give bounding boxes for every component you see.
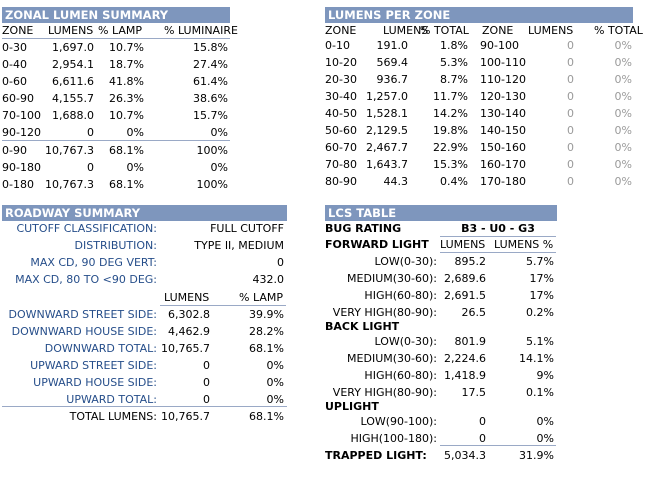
zonal-zone-label: 0-180 [2,178,34,191]
per-zone-cell: 1,257.0 [366,90,408,103]
per-zone-zone-label: 120-130 [480,90,526,103]
per-zone-zone-label: 130-140 [480,107,526,120]
per-zone-cell: 0 [567,124,574,137]
back-light-row-label: MEDIUM(30-60): [347,352,437,365]
roadway-row-pct: 0% [266,376,284,389]
roadway-row-lumens: 0 [203,393,210,406]
per-zone-col-header: % TOTAL [594,24,643,37]
forward-light-row-pct: 5.7% [526,255,554,268]
zonal-cell: 27.4% [193,58,228,71]
back-light-row-label: LOW(0-30): [374,335,437,348]
per-zone-cell: 0.4% [440,175,468,188]
per-zone-cell: 0 [567,39,574,52]
lcs-table-header: LCS TABLE [325,205,557,221]
zonal-zone-label: 0-40 [2,58,27,71]
bug-rating-value: B3 - U0 - G3 [461,222,535,235]
trapped-light-label: TRAPPED LIGHT: [325,449,427,462]
per-zone-cell: 0 [567,107,574,120]
zonal-cell: 0% [210,126,228,139]
per-zone-zone-label: 50-60 [325,124,357,137]
roadway-info-label: DISTRIBUTION: [74,239,157,252]
per-zone-cell: 44.3 [383,175,408,188]
lcs-col-header: LUMENS % [494,238,554,251]
per-zone-cell: 15.3% [433,158,468,171]
zonal-zone-label: 0-30 [2,41,27,54]
roadway-row-lumens: 0 [203,359,210,372]
zonal-cell: 61.4% [193,75,228,88]
trapped-divider [440,445,556,446]
zonal-cell: 100% [196,144,228,157]
roadway-summary-header: ROADWAY SUMMARY [2,205,287,221]
per-zone-col-header: LUMENS [383,24,429,37]
zonal-zone-label: 70-100 [2,109,41,122]
zonal-cell: 10,767.3 [45,178,94,191]
back-light-row-pct: 9% [536,369,554,382]
roadway-info-value: FULL CUTOFF [210,222,284,235]
forward-light-row-lumens: 26.5 [461,306,486,319]
per-zone-zone-label: 110-120 [480,73,526,86]
zonal-cell: 26.3% [109,92,144,105]
per-zone-zone-label: 100-110 [480,56,526,69]
per-zone-cell: 0 [567,90,574,103]
back-light-row-lumens: 2,224.6 [444,352,486,365]
per-zone-cell: 0% [614,158,632,171]
lumens-per-zone-header: LUMENS PER ZONE [325,7,633,23]
forward-light-row-lumens: 2,691.5 [444,289,486,302]
zonal-cell: 68.1% [109,144,144,157]
zonal-cell: 0% [126,126,144,139]
zonal-cell: 6,611.6 [52,75,94,88]
roadway-row-pct: 28.2% [249,325,284,338]
per-zone-col-header: ZONE [325,24,357,37]
roadway-info-label: CUTOFF CLASSIFICATION: [16,222,157,235]
per-zone-cell: 191.0 [376,39,408,52]
roadway-row-pct: 0% [266,393,284,406]
zonal-col-header: LUMENS [48,24,94,37]
uplight-row-lumens: 0 [479,415,486,428]
zonal-cell: 10.7% [109,109,144,122]
per-zone-cell: 0% [614,107,632,120]
per-zone-cell: 19.8% [433,124,468,137]
zonal-cell: 1,697.0 [52,41,94,54]
per-zone-zone-label: 140-150 [480,124,526,137]
per-zone-zone-label: 150-160 [480,141,526,154]
forward-light-row-label: HIGH(60-80): [364,289,437,302]
back-light-row-pct: 0.1% [526,386,554,399]
zonal-cell: 0% [210,161,228,174]
back-light-row-label: HIGH(60-80): [364,369,437,382]
roadway-row-lumens: 0 [203,376,210,389]
zonal-cell: 4,155.7 [52,92,94,105]
per-zone-zone-label: 70-80 [325,158,357,171]
zonal-zone-label: 60-90 [2,92,34,105]
zonal-cell: 18.7% [109,58,144,71]
forward-light-label: FORWARD LIGHT [325,238,429,251]
roadway-row-label: DOWNWARD TOTAL: [44,342,157,355]
roadway-row-pct: 0% [266,359,284,372]
roadway-row-label: DOWNWARD STREET SIDE: [8,308,157,321]
per-zone-zone-label: 90-100 [480,39,519,52]
per-zone-zone-label: 10-20 [325,56,357,69]
zonal-summary-header: ZONAL LUMEN SUMMARY [2,7,230,23]
per-zone-zone-label: 160-170 [480,158,526,171]
roadway-total-label: TOTAL LUMENS: [69,410,157,423]
roadway-info-label: MAX CD, 90 DEG VERT: [30,256,157,269]
per-zone-col-header: LUMENS [528,24,574,37]
per-zone-cell: 5.3% [440,56,468,69]
roadway-row-label: UPWARD TOTAL: [66,393,157,406]
zonal-cell: 2,954.1 [52,58,94,71]
roadway-total-pct: 68.1% [249,410,284,423]
forward-light-row-pct: 17% [529,289,554,302]
zonal-cell: 1,688.0 [52,109,94,122]
per-zone-cell: 0% [614,124,632,137]
per-zone-cell: 0% [614,90,632,103]
per-zone-zone-label: 30-40 [325,90,357,103]
bug-rating-label: BUG RATING [325,222,402,235]
per-zone-cell: 14.2% [433,107,468,120]
zonal-cell: 0% [126,161,144,174]
roadway-col-header: % LAMP [239,291,283,304]
back-light-row-pct: 14.1% [519,352,554,365]
zonal-zone-label: 90-180 [2,161,41,174]
roadway-info-value: 0 [277,256,284,269]
zonal-col-header: % LAMP [98,24,142,37]
uplight-row-lumens: 0 [479,432,486,445]
zonal-zone-label: 0-60 [2,75,27,88]
roadway-row-lumens: 10,765.7 [161,342,210,355]
zonal-cell: 38.6% [193,92,228,105]
per-zone-col-header: % TOTAL [420,24,469,37]
roadway-row-lumens: 6,302.8 [168,308,210,321]
per-zone-cell: 2,129.5 [366,124,408,137]
per-zone-cell: 8.7% [440,73,468,86]
uplight-label: UPLIGHT [325,400,379,413]
roadway-row-label: UPWARD HOUSE SIDE: [33,376,157,389]
roadway-row-pct: 68.1% [249,342,284,355]
forward-light-row-label: MEDIUM(30-60): [347,272,437,285]
per-zone-cell: 936.7 [376,73,408,86]
zonal-zone-label: 0-90 [2,144,27,157]
trapped-light-lumens: 5,034.3 [444,449,486,462]
per-zone-cell: 0 [567,175,574,188]
trapped-light-pct: 31.9% [519,449,554,462]
roadway-total-divider [2,406,287,407]
per-zone-zone-label: 170-180 [480,175,526,188]
per-zone-cell: 2,467.7 [366,141,408,154]
per-zone-cell: 0 [567,158,574,171]
zonal-cell: 15.7% [193,109,228,122]
roadway-row-label: DOWNWARD HOUSE SIDE: [11,325,157,338]
back-light-label: BACK LIGHT [325,320,400,333]
per-zone-zone-label: 40-50 [325,107,357,120]
zonal-cell: 100% [196,178,228,191]
per-zone-cell: 0 [567,56,574,69]
per-zone-cell: 569.4 [376,56,408,69]
per-zone-cell: 0% [614,73,632,86]
per-zone-cell: 22.9% [433,141,468,154]
back-light-row-lumens: 1,418.9 [444,369,486,382]
uplight-row-label: LOW(90-100): [360,415,437,428]
zonal-cell: 68.1% [109,178,144,191]
forward-light-row-pct: 0.2% [526,306,554,319]
uplight-row-label: HIGH(100-180): [350,432,437,445]
per-zone-cell: 1,643.7 [366,158,408,171]
per-zone-cell: 0 [567,141,574,154]
zonal-cell: 15.8% [193,41,228,54]
roadway-row-pct: 39.9% [249,308,284,321]
roadway-info-value: TYPE II, MEDIUM [194,239,284,252]
forward-light-row-lumens: 2,689.6 [444,272,486,285]
per-zone-cell: 1.8% [440,39,468,52]
uplight-row-pct: 0% [536,432,554,445]
zonal-cell: 10,767.3 [45,144,94,157]
back-light-row-label: VERY HIGH(80-90): [332,386,437,399]
back-light-row-lumens: 17.5 [461,386,486,399]
per-zone-cell: 1,528.1 [366,107,408,120]
per-zone-cell: 0% [614,56,632,69]
lcs-col-header: LUMENS [440,238,486,251]
roadway-col-header: LUMENS [164,291,210,304]
zonal-cell: 10.7% [109,41,144,54]
zonal-col-header: ZONE [2,24,34,37]
forward-light-row-label: VERY HIGH(80-90): [332,306,437,319]
per-zone-zone-label: 60-70 [325,141,357,154]
zonal-divider [2,140,230,141]
forward-light-row-lumens: 895.2 [454,255,486,268]
per-zone-cell: 0% [614,141,632,154]
per-zone-cell: 11.7% [433,90,468,103]
back-light-row-lumens: 801.9 [454,335,486,348]
roadway-row-lumens: 4,462.9 [168,325,210,338]
per-zone-col-header: ZONE [482,24,514,37]
forward-light-row-pct: 17% [529,272,554,285]
roadway-row-label: UPWARD STREET SIDE: [30,359,157,372]
zonal-col-header: % LUMINAIRE [164,24,238,37]
roadway-total-lumens: 10,765.7 [161,410,210,423]
roadway-info-label: MAX CD, 80 TO <90 DEG: [15,273,157,286]
per-zone-cell: 0% [614,39,632,52]
roadway-info-value: 432.0 [252,273,284,286]
uplight-row-pct: 0% [536,415,554,428]
zonal-cell: 0 [87,126,94,139]
back-light-row-pct: 5.1% [526,335,554,348]
per-zone-cell: 0% [614,175,632,188]
per-zone-zone-label: 20-30 [325,73,357,86]
forward-light-row-label: LOW(0-30): [374,255,437,268]
per-zone-zone-label: 0-10 [325,39,350,52]
per-zone-cell: 0 [567,73,574,86]
zonal-zone-label: 90-120 [2,126,41,139]
per-zone-zone-label: 80-90 [325,175,357,188]
zonal-cell: 41.8% [109,75,144,88]
zonal-cell: 0 [87,161,94,174]
